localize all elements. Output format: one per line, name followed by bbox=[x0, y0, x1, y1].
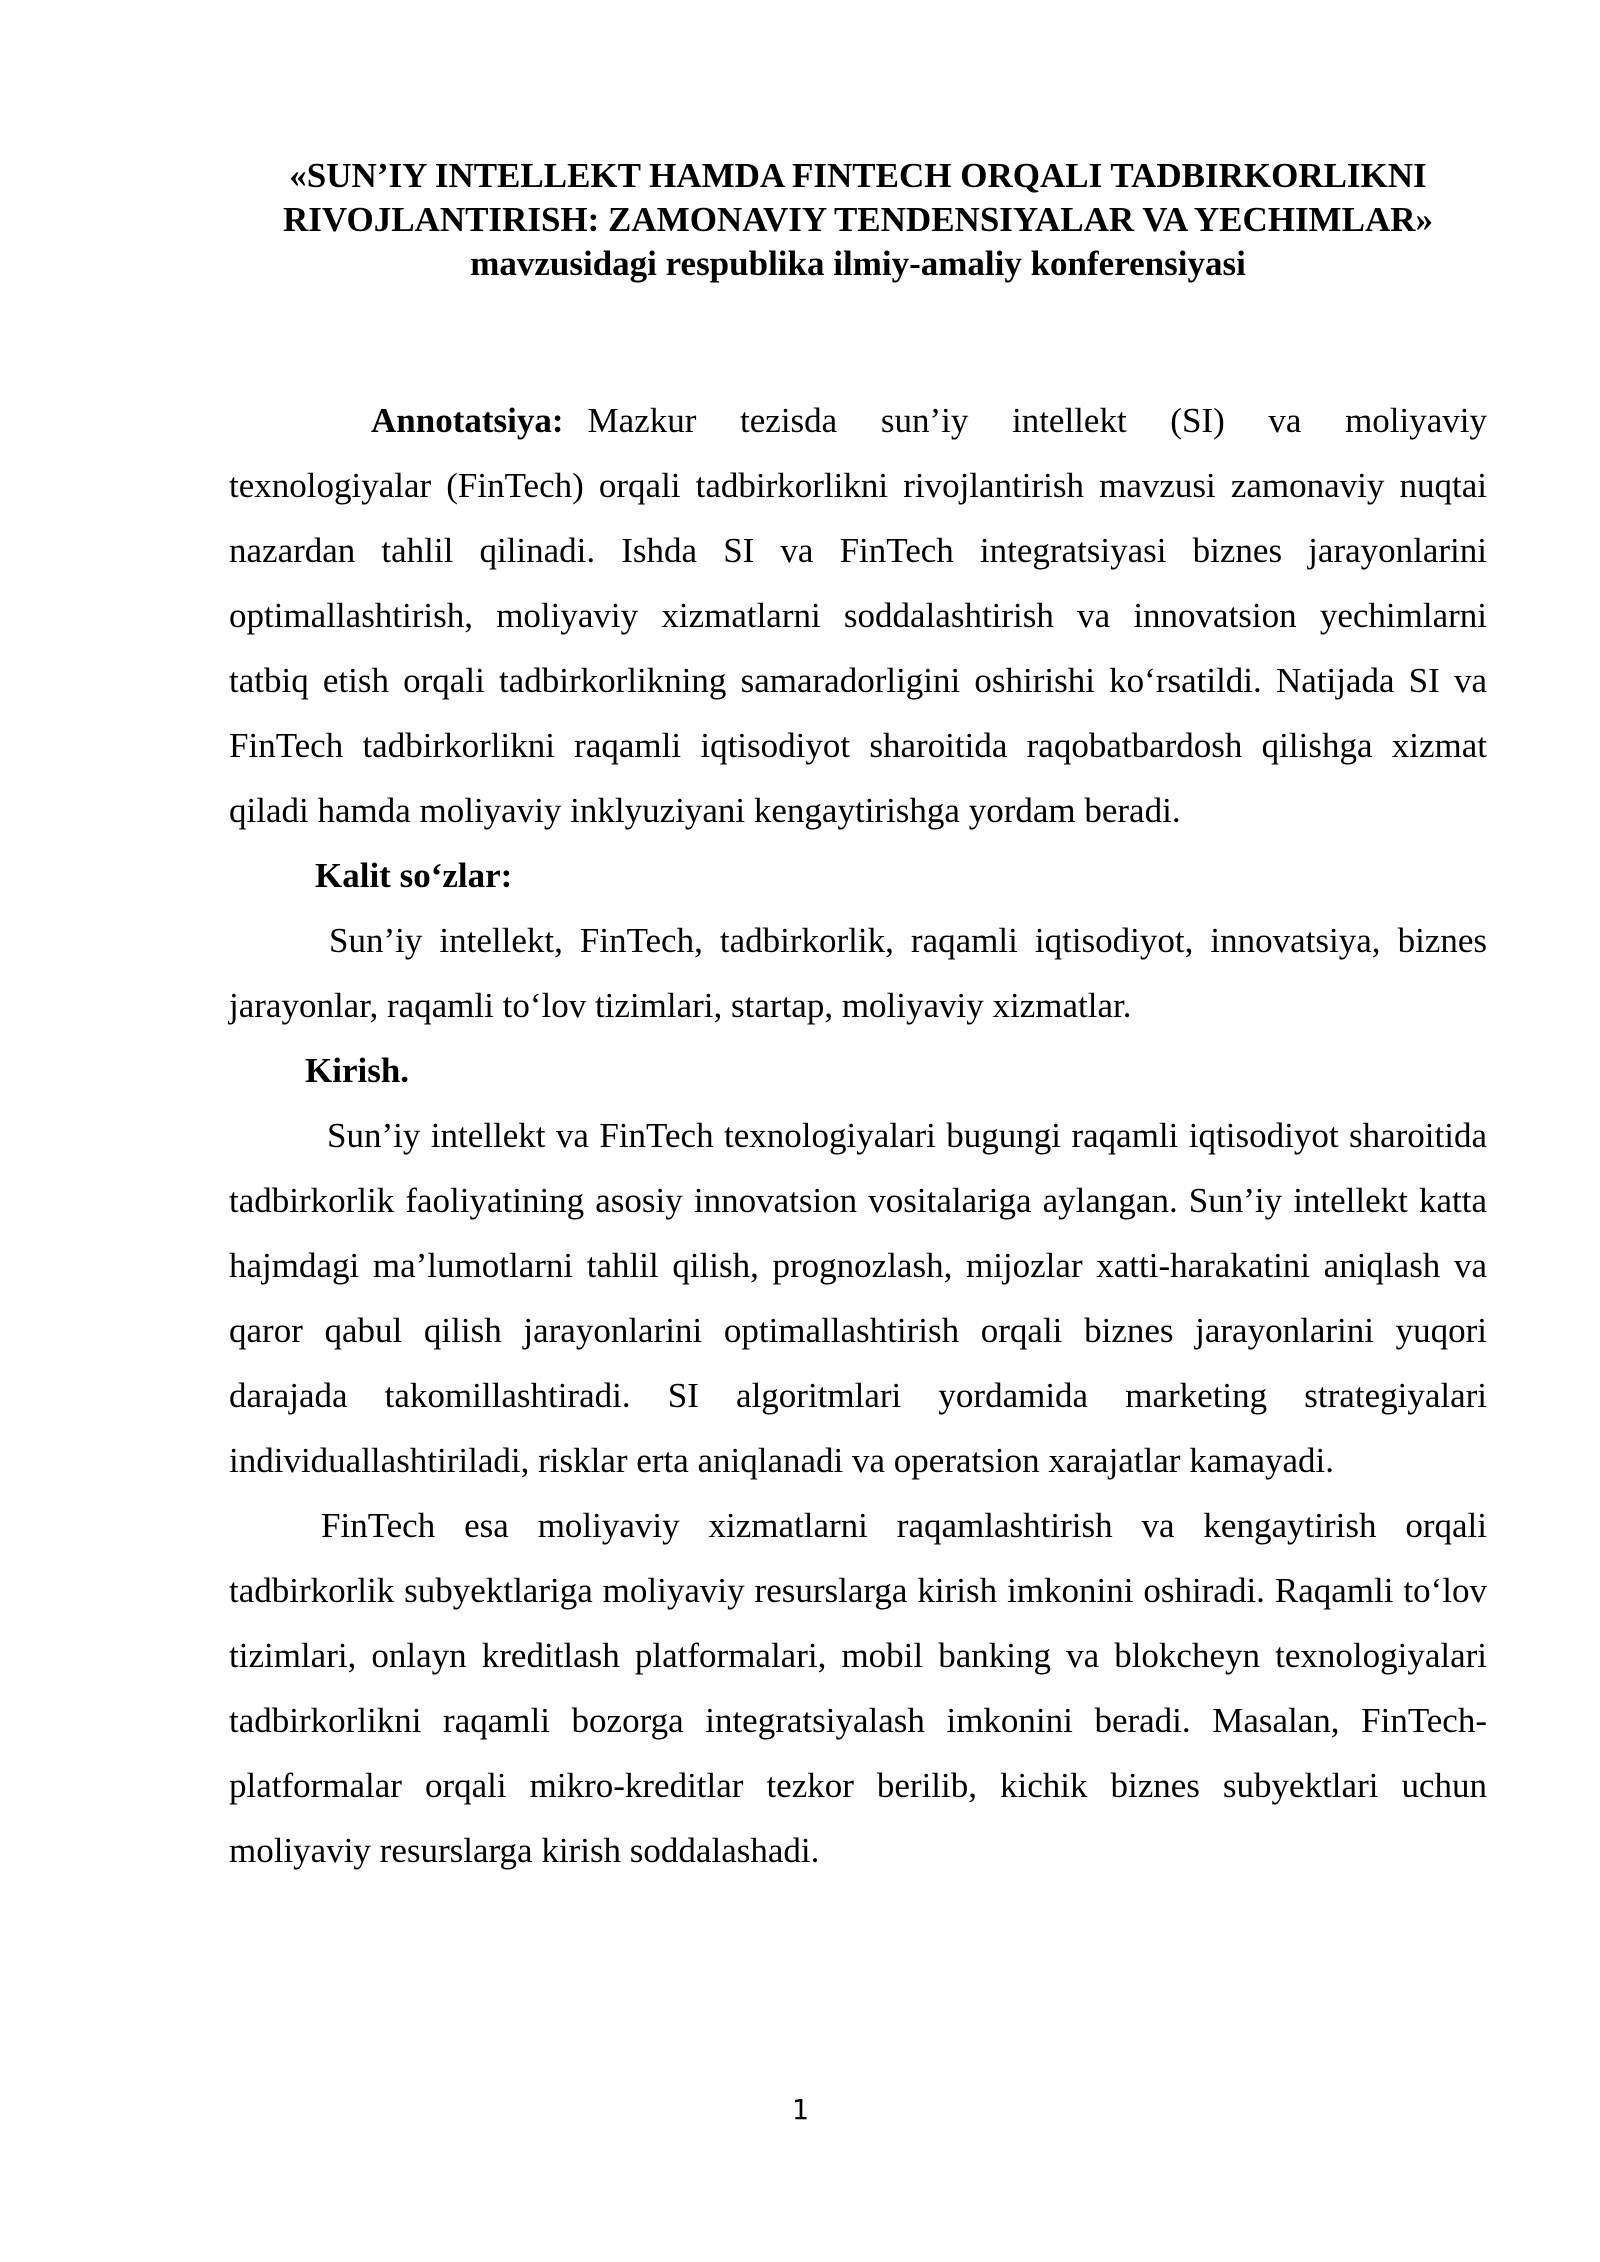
intro-paragraph-2: FinTech esa moliyaviy xizmatlarni raqamlashtirish va kengaytirish orqali tadbirkorlik subyektlariga moliyaviy resurslarga kirish imkonini oshiradi. Raqamli to‘lov tizimlari, onlayn kreditlash platformalari, mobil banking va blokcheyn texnologiyalari tadbirkorlikni raqamli bozorga integratsiyalash imkonini beradi. Masalan, FinTech-platformalar orqali mikro-kreditlar tezkor berilib, kichik biznes subyektlari uchun moliyaviy resurslarga kirish soddalashadi. bbox=[229, 1506, 1487, 1870]
keywords-heading: Kalit so‘zlar: bbox=[315, 856, 513, 895]
abstract-label: Annotatsiya: bbox=[371, 401, 564, 440]
keywords-text: Sun’iy intellekt, FinTech, tadbirkorlik, raqamli iqtisodiyot, innovatsiya, biznes jarayonlar, raqamli to‘lov tizimlari, startap, moliyaviy xizmatlar. bbox=[229, 921, 1487, 1025]
title-line-2: RIVOJLANTIRISH: ZAMONAVIY TENDENSIYALAR VA YECHIMLAR» bbox=[283, 200, 1433, 239]
document-title bbox=[228, 154, 1488, 286]
intro-paragraph-1: Sun’iy intellekt va FinTech texnologiyalari bugungi raqamli iqtisodiyot sharoitida tadbirkorlik faoliyatining asosiy innovatsion vositalariga aylangan. Sun’iy intellekt katta hajmdagi ma’lumotlarni tahlil qilish, prognozlash, mijozlar xatti-harakatini aniqlash va qaror qabul qilish jarayonlarini optimallashtirish orqali biznes jarayonlarini yuqori darajada takomillashtiradi. SI algoritmlari yordamida marketing strategiyalari individuallashtiriladi, risklar erta aniqlanadi va operatsion xarajatlar kamayadi. bbox=[229, 1116, 1487, 1480]
document-body bbox=[229, 388, 1487, 1883]
title-line-1: «SUN’IY INTELLEKT HAMDA FINTECH ORQALI TADBIRKORLIKNI bbox=[289, 156, 1427, 195]
page-number: 1 bbox=[791, 2093, 809, 2126]
title-line-3: mavzusidagi respublika ilmiy-amaliy konferensiyasi bbox=[470, 244, 1246, 283]
abstract-text: Mazkur tezisda sun’iy intellekt (SI) va moliyaviy texnologiyalar (FinTech) orqali tadbirkorlikni rivojlantirish mavzusi zamonaviy nuqtai nazardan tahlil qilinadi. Ishda SI va FinTech integratsiyasi biznes jarayonlarini optimallashtirish, moliyaviy xizmatlarni soddalashtirish va innovatsion yechimlarni tatbiq etish orqali tadbirkorlikning samaradorligini oshirishi ko‘rsatildi. Natijada SI va FinTech tadbirkorlikni raqamli iqtisodiyot sharoitida raqobatbardosh qilishga xizmat qiladi hamda moliyaviy inklyuziyani kengaytirishga yordam beradi. bbox=[229, 401, 1487, 830]
abstract-paragraph bbox=[229, 388, 1487, 843]
introduction-heading: Kirish. bbox=[305, 1051, 410, 1090]
